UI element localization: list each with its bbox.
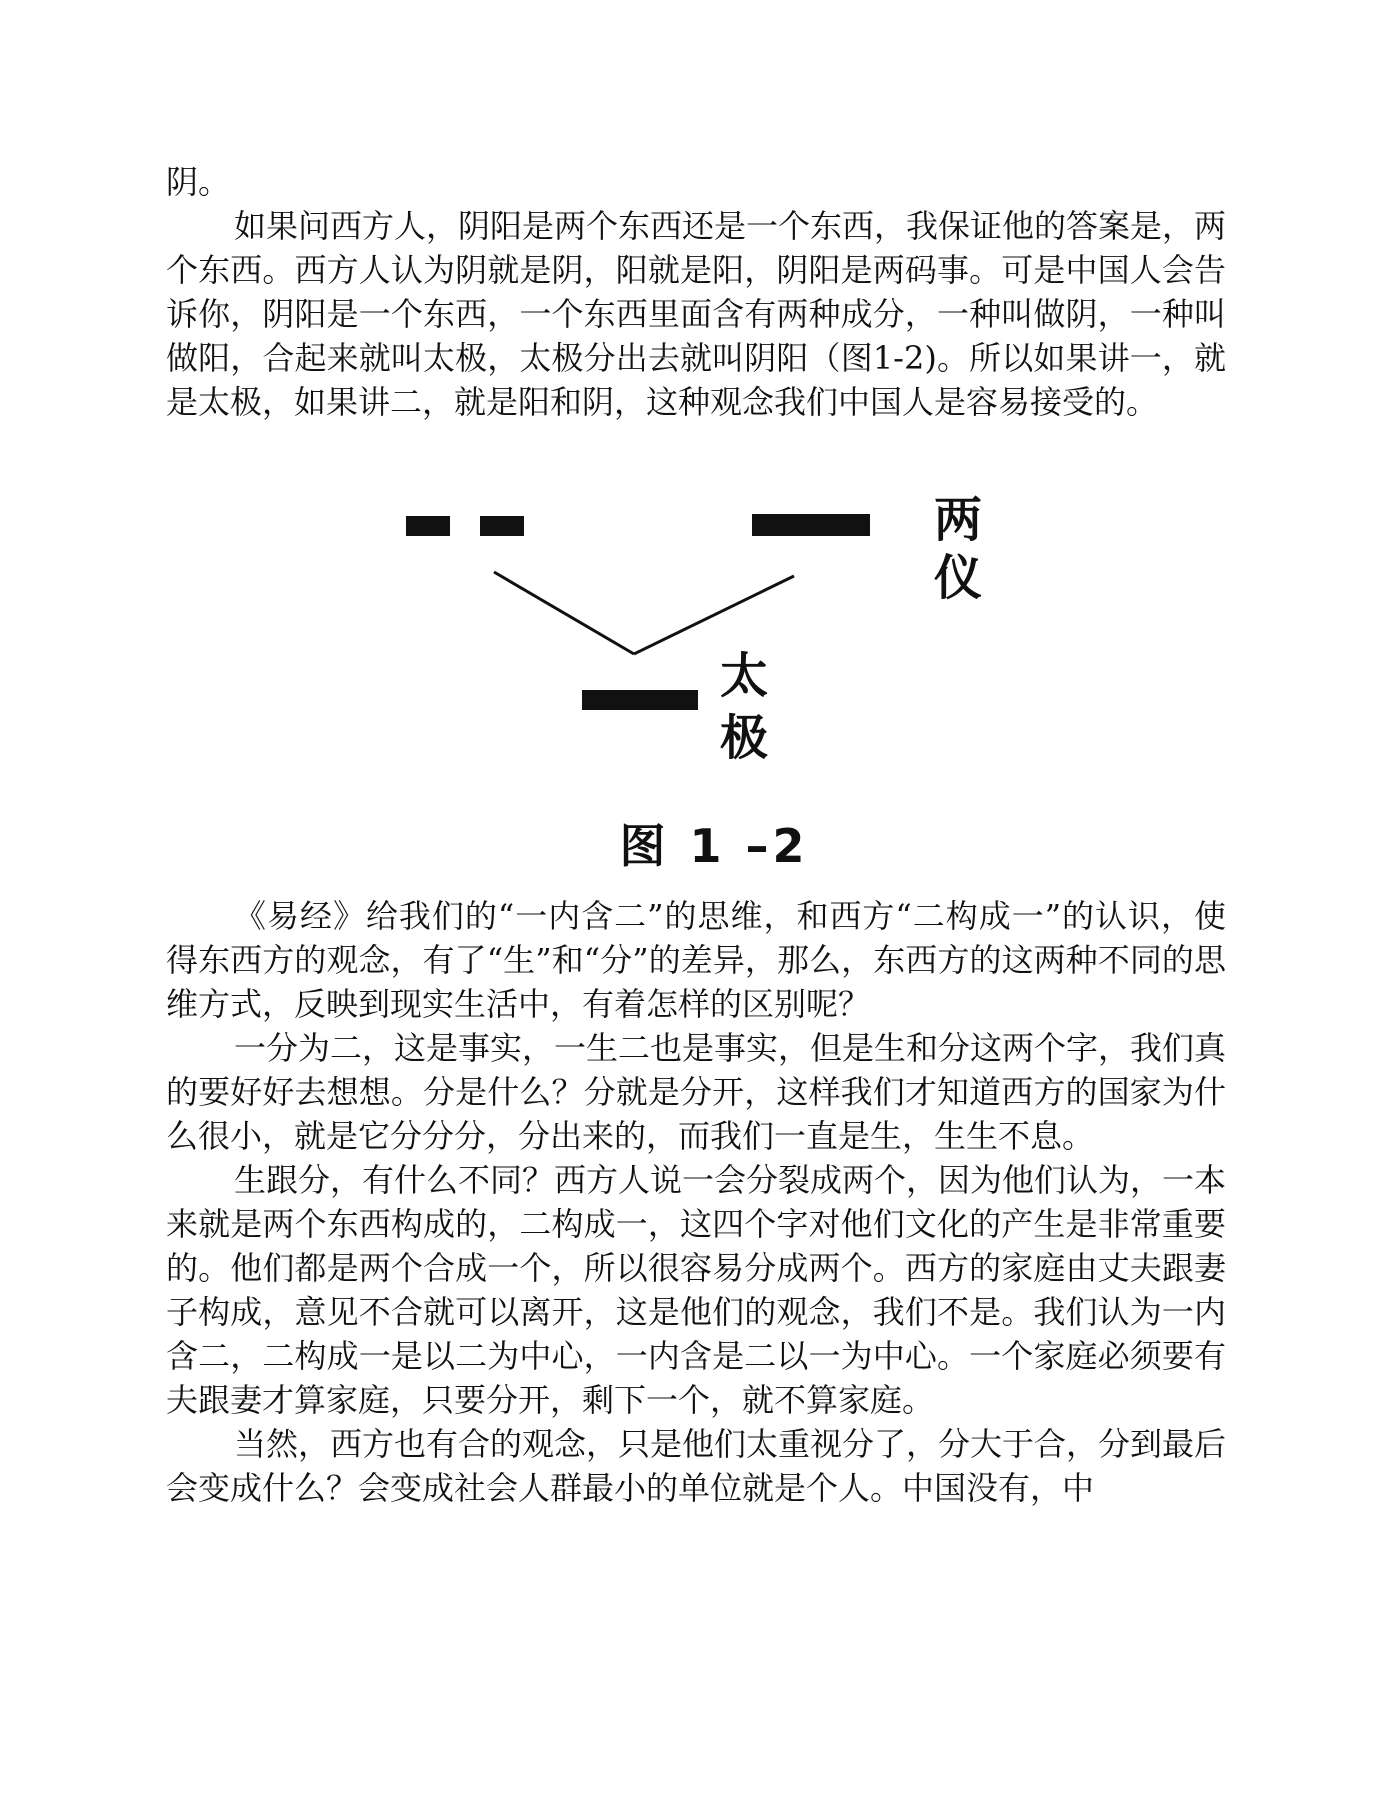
taiji-bar <box>582 690 698 710</box>
yin-bar-left <box>406 516 450 536</box>
label-tai: 太 <box>720 648 769 704</box>
figure-taiji-liangyi <box>166 444 1226 804</box>
yang-bar <box>752 514 870 536</box>
label-yi: 仪 <box>934 550 983 606</box>
v-line-left <box>494 572 634 654</box>
label-ji: 极 <box>720 710 769 766</box>
paragraph-continuation: 阴。 <box>166 163 231 201</box>
document-page <box>166 160 1226 1510</box>
paragraph-dangran: 当然，西方也有合的观念，只是他们太重视分了，分大于合，分到最后会变成什么？会变成社会人群最小的单位就是个人。中国没有，中 <box>166 1425 1227 1507</box>
label-liang: 两 <box>934 492 983 548</box>
paragraph-yin-yang: 如果问西方人，阴阳是两个东西还是一个东西，我保证他的答案是，两个东西。西方人认为阴就是阴，阳就是阳，阴阳是两码事。可是中国人会告诉你，阴阳是一个东西，一个东西里面含有两种成分，一种叫做阴，一种叫做阳，合起来就叫太极，太极分出去就叫阴阳（图1-2)。所以如果讲一，就是太极，如果讲二，就是阳和阴，这种观念我们中国人是容易接受的。 <box>166 207 1227 421</box>
v-line-right <box>634 576 794 654</box>
paragraph-yijing: 《易经》给我们的“一内含二”的思维，和西方“二构成一”的认识，使得东西方的观念，有了“生”和“分”的差异，那么，东西方的这两种不同的思维方式，反映到现实生活中，有着怎样的区别呢？ <box>166 897 1226 1023</box>
paragraph-yifenweier: 一分为二，这是事实，一生二也是事实，但是生和分这两个字，我们真的要好好去想想。分是什么？分就是分开，这样我们才知道西方的国家为什么很小，就是它分分分，分出来的，而我们一直是生，生生不息。 <box>166 1029 1227 1155</box>
taiji-liangyi-diagram <box>166 444 1226 804</box>
figure-caption: 图 1 –2 <box>619 819 809 873</box>
yin-bar-right <box>480 516 524 536</box>
paragraph-sheng-fen: 生跟分，有什么不同？西方人说一会分裂成两个，因为他们认为，一本来就是两个东西构成的，二构成一，这四个字对他们文化的产生是非常重要的。他们都是两个合成一个，所以很容易分成两个。西方的家庭由丈夫跟妻子构成，意见不合就可以离开，这是他们的观念，我们不是。我们认为一内含二，二构成一是以二为中心，一内含是二以一为中心。一个家庭必须要有夫跟妻才算家庭，只要分开，剩下一个，就不算家庭。 <box>166 1161 1227 1419</box>
